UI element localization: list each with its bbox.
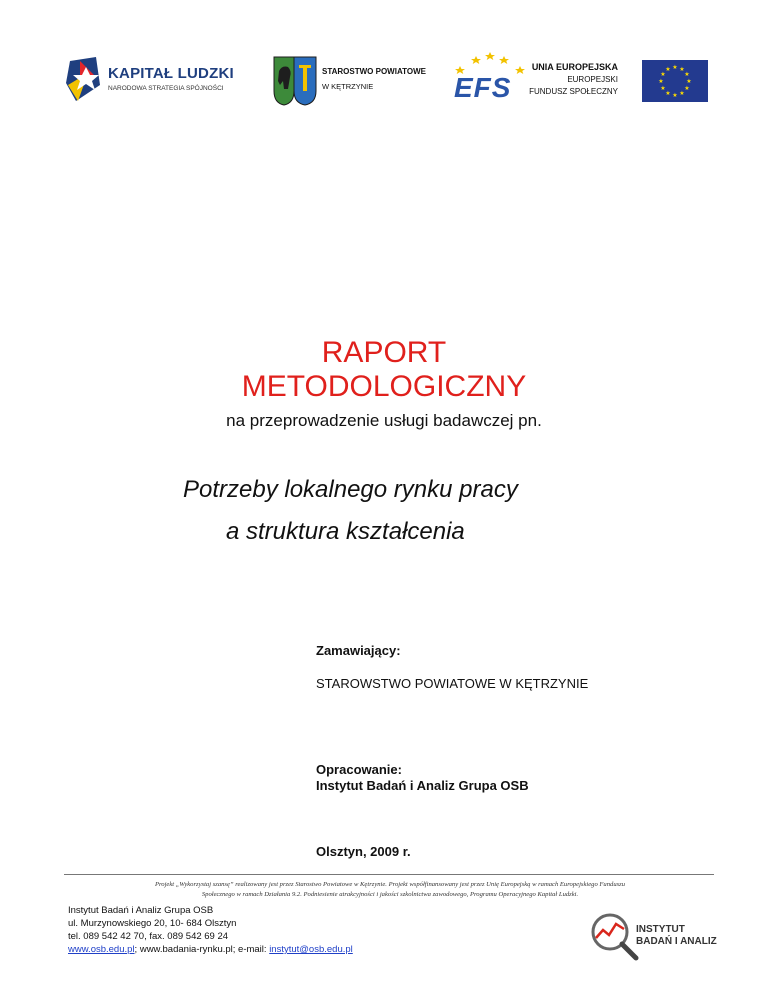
efs-logo (450, 52, 530, 102)
svg-text:★: ★ (660, 71, 666, 78)
svg-text:★: ★ (684, 85, 690, 92)
kapital-ludzki-subtitle: NARODOWA STRATEGIA SPÓJNOŚCI (108, 85, 224, 92)
svg-text:★: ★ (672, 92, 678, 99)
starostwo-line1: STAROSTWO POWIATOWE (322, 67, 426, 76)
magnifier-chart-icon (586, 908, 642, 964)
client-name: STAROWSTWO POWIATOWE W KĘTRZYNIE (316, 676, 589, 691)
badania-rynku-text: www.badania-rynku.pl; e-mail: (139, 944, 270, 955)
topic-line2: a struktura kształcenia (226, 518, 465, 545)
coat-of-arms-icon (272, 55, 318, 107)
org-name: Instytut Badań i Analiz Grupa OSB (68, 905, 214, 916)
place-date: Olsztyn, 2009 r. (316, 844, 411, 859)
project-footnote (100, 880, 680, 900)
starostwo-line2: W KĘTRZYNIE (322, 82, 374, 91)
report-title-line1: RAPORT (321, 336, 447, 369)
author-label: Opracowanie: (316, 762, 402, 777)
svg-text:★: ★ (679, 66, 685, 73)
kapital-ludzki-logo (66, 55, 236, 105)
svg-text:★: ★ (672, 64, 678, 71)
osb-website-link[interactable]: www.osb.edu.pl (68, 944, 135, 955)
svg-text:★: ★ (679, 90, 685, 97)
instytut-logo (586, 908, 726, 964)
eu-logo (529, 60, 708, 102)
kapital-ludzki-emblem-icon (66, 55, 106, 105)
separator: ; (134, 944, 140, 955)
efs-text: EFS (454, 72, 512, 103)
svg-text:★: ★ (684, 71, 690, 78)
footnote-line1: Projekt „Wykorzystaj szansę” realizowany jest przez Starostwo Powiatowe w Kętrzynie. Projekt współfinansowany jest przez Unię Europejską w ramach Europejskiego Funduszu (154, 881, 626, 888)
author-name: Instytut Badań i Analiz Grupa OSB (316, 778, 529, 793)
svg-text:★: ★ (665, 66, 671, 73)
org-street: ul. Murzynowskiego 20, 10- 684 Olsztyn (68, 918, 237, 929)
contact-address (68, 904, 353, 956)
org-web-line (68, 943, 353, 956)
footer-divider (64, 874, 714, 875)
svg-text:★: ★ (686, 78, 692, 85)
kapital-ludzki-title: KAPITAŁ LUDZKI (108, 65, 234, 82)
report-subtitle: na przeprowadzenie usługi badawczej pn. (226, 411, 542, 430)
svg-text:★: ★ (658, 78, 664, 85)
eu-line1: UNIA EUROPEJSKA (531, 62, 618, 72)
eu-line3: FUNDUSZ SPOŁECZNY (529, 87, 618, 96)
email-link[interactable]: instytut@osb.edu.pl (269, 944, 353, 955)
footnote-line2: Społecznego w ramach Działania 9.2. Podniesienie atrakcyjności i jakości szkolnictwa zawodowego, Programu Operacyjnego Kapitał Ludzki. (201, 891, 579, 898)
topic-line1: Potrzeby lokalnego rynku pracy (183, 476, 518, 503)
client-label: Zamawiający: (316, 643, 401, 658)
svg-text:★: ★ (665, 90, 671, 97)
eu-flag-icon (642, 60, 708, 102)
svg-text:★: ★ (660, 85, 666, 92)
instytut-line2: BADAŃ I ANALIZ (636, 936, 717, 947)
instytut-line1: INSTYTUT (636, 924, 685, 935)
report-title-line2: METODOLOGICZNY (241, 370, 527, 403)
eu-line2: EUROPEJSKI (567, 75, 618, 84)
org-phone: tel. 089 542 42 70, fax. 089 542 69 24 (68, 931, 229, 942)
starostwo-logo (272, 55, 426, 107)
efs-stars-icon (450, 52, 530, 74)
